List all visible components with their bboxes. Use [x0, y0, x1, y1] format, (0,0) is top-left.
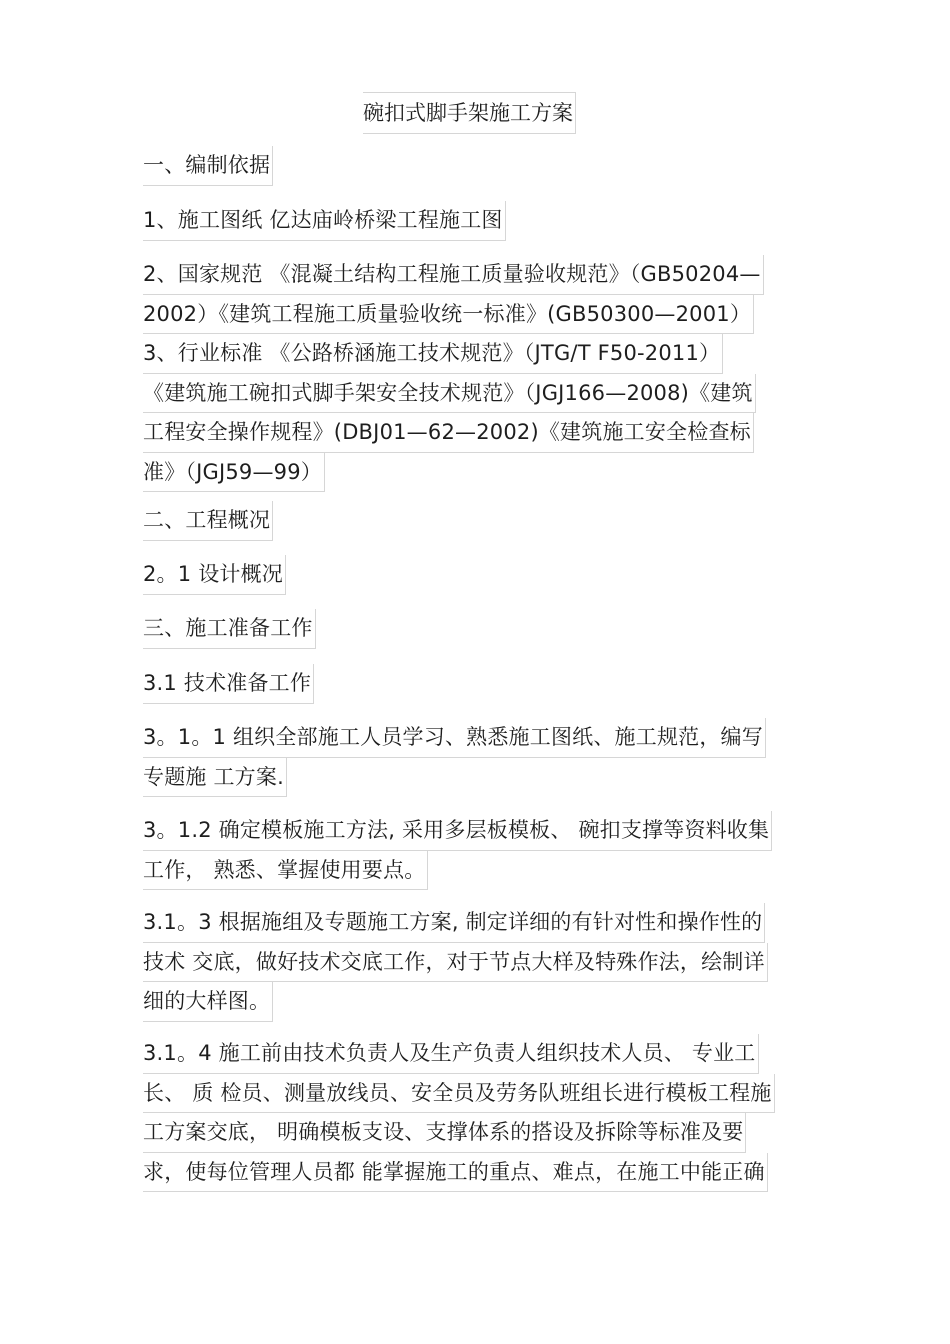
- paragraph: [143, 501, 273, 541]
- paragraph-line: 工作， 熟悉、掌握使用要点。: [143, 851, 428, 891]
- paragraph: [143, 609, 316, 649]
- paragraph: [143, 903, 768, 1022]
- paragraph-line: 《建筑施工碗扣式脚手架安全技术规范》（JGJ166—2008)《建筑: [143, 374, 756, 414]
- paragraph: [143, 555, 286, 595]
- paragraph-line: 细的大样图。: [143, 982, 273, 1022]
- paragraph: [143, 255, 764, 492]
- paragraph-line: 3.1。4 施工前由技术负责人及生产负责人组织技术人员、 专业工: [143, 1034, 759, 1074]
- paragraph-line: 二、工程概况: [143, 501, 273, 541]
- paragraph-line: 2、国家规范 《混凝土结构工程施工质量验收规范》（GB50204—: [143, 255, 764, 295]
- paragraph: [143, 664, 314, 704]
- paragraph: [143, 718, 766, 797]
- paragraph-line: 3。1。1 组织全部施工人员学习、熟悉施工图纸、施工规范，编写: [143, 718, 766, 758]
- paragraph: [143, 146, 273, 186]
- paragraph-line: 3.1 技术准备工作: [143, 664, 314, 704]
- paragraph-line: 2。1 设计概况: [143, 555, 286, 595]
- paragraph-line: 3.1。3 根据施组及专题施工方案, 制定详细的有针对性和操作性的: [143, 903, 765, 943]
- paragraph-line: 技术 交底，做好技术交底工作，对于节点大样及特殊作法，绘制详: [143, 943, 768, 983]
- paragraph-line: 工方案交底， 明确模板支设、支撑体系的搭设及拆除等标准及要: [143, 1113, 746, 1153]
- document-title: 碗扣式脚手架施工方案: [363, 92, 576, 134]
- paragraph-line: 专题施 工方案.: [143, 758, 287, 798]
- paragraph: [143, 201, 506, 241]
- paragraph-line: 3。1.2 确定模板施工方法, 采用多层板模板、 碗扣支撑等资料收集: [143, 811, 772, 851]
- paragraph-line: 3、行业标准 《公路桥涵施工技术规范》（JTG/T F50-2011）: [143, 334, 723, 374]
- paragraph-line: 1、施工图纸 亿达庙岭桥梁工程施工图: [143, 201, 506, 241]
- paragraph-line: 准》（JGJ59—99）: [143, 453, 325, 493]
- paragraph-line: 三、施工准备工作: [143, 609, 316, 649]
- paragraph-line: 2002）《建筑工程施工质量验收统一标准》(GB50300—2001）: [143, 295, 754, 335]
- paragraph-line: 工程安全操作规程》(DBJ01—62—2002)《建筑施工安全检查标: [143, 413, 754, 453]
- paragraph-line: 求，使每位管理人员都 能掌握施工的重点、难点，在施工中能正确: [143, 1153, 768, 1193]
- paragraph: [143, 811, 772, 890]
- paragraph: [143, 1034, 775, 1192]
- paragraph-line: 长、 质 检员、测量放线员、安全员及劳务队班组长进行模板工程施: [143, 1074, 775, 1114]
- paragraph-line: 一、编制依据: [143, 146, 273, 186]
